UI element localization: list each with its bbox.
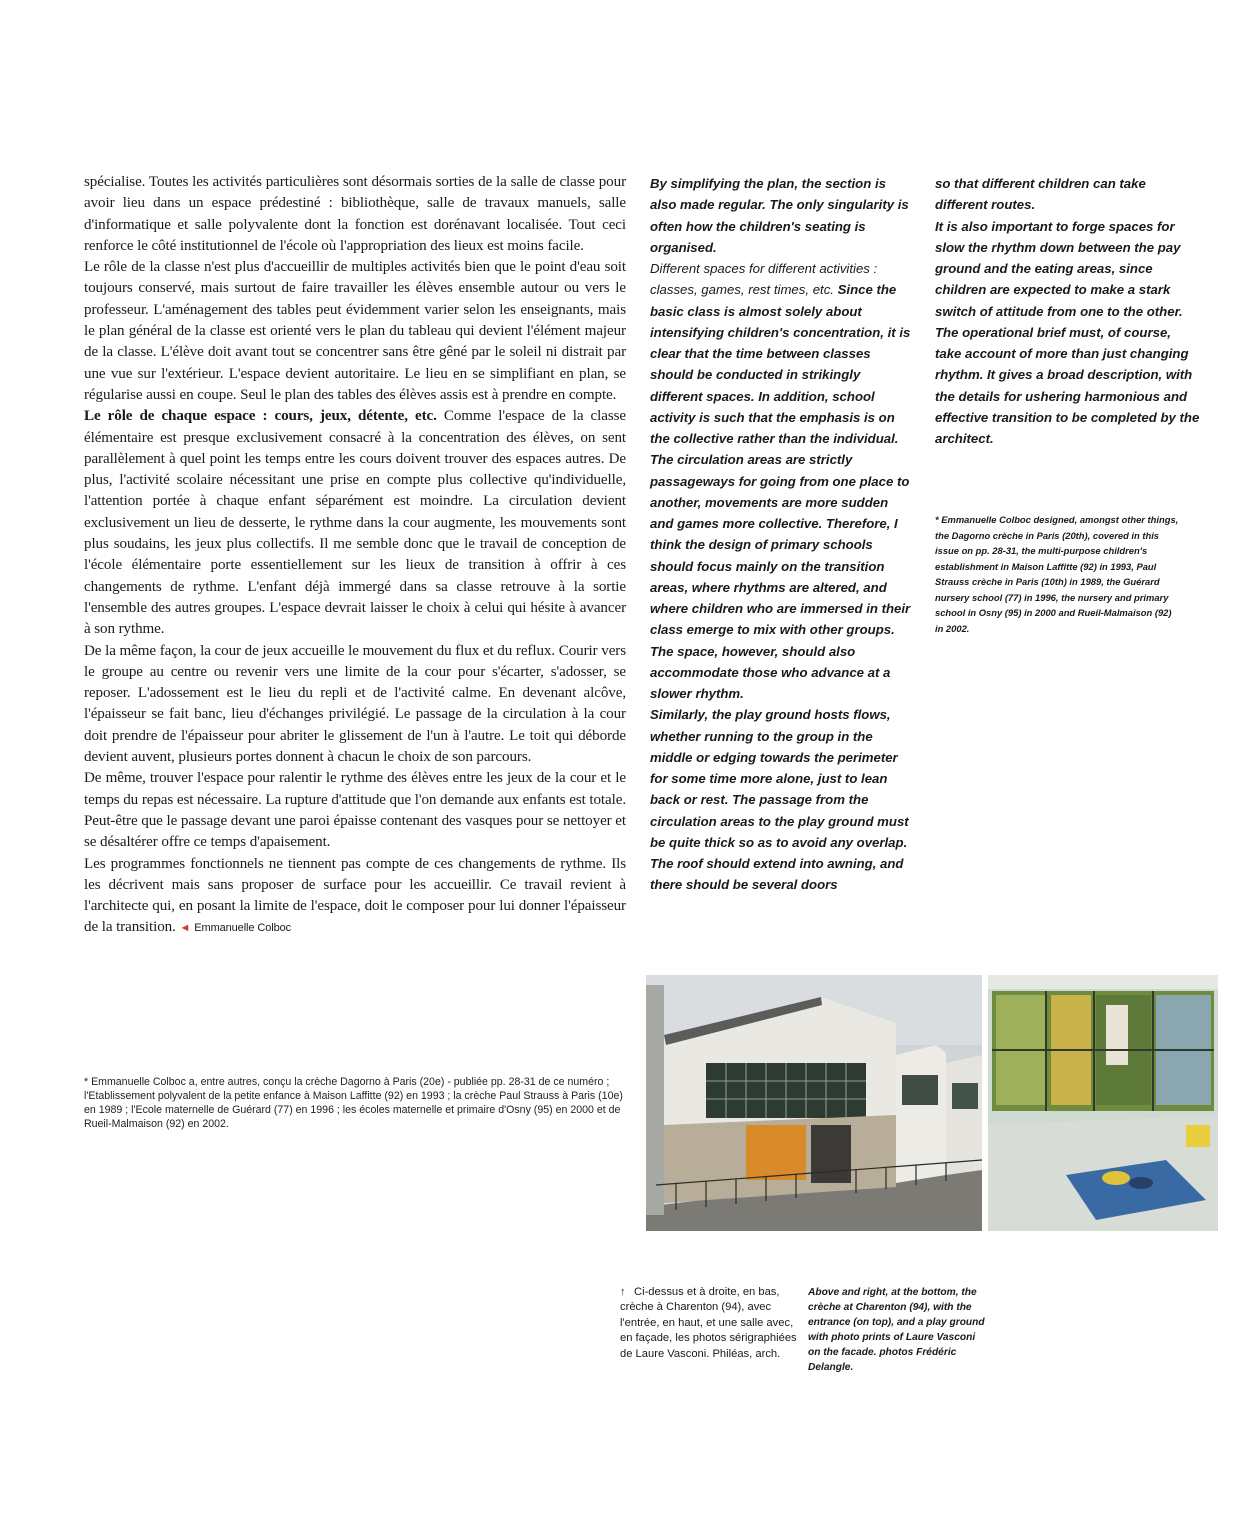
author-signature — [179, 922, 291, 934]
french-paragraph-2: Le rôle de la classe n'est plus d'accueillir de multiples activités bien que le point d'eau soit toujours conservé, mais surtout de faire travailler les élèves ensemble autour ou vers le professeur. L'aménagement des tables peut évidemment varier selon les enseignants, mais le plan général de la classe est orienté vers le plan du tableau qui devient l'élément majeur de la classe. L'élève doit avant tout se concentrer sans être gêné par le soleil ni distrait par une vue sur l'extérieur. L'espace devient autoritaire. Le lieu en se simplifiant en plan, se régularise aussi en coupe. Seul le plan des tables des élèves assis est à prendre en compte. — [84, 259, 626, 403]
english-column-2 — [935, 173, 1200, 449]
english-paragraph-2 — [650, 258, 912, 704]
english-paragraph-4: so that different children can take different routes. — [935, 176, 1146, 213]
french-subheading: Le rôle de chaque espace : cours, jeux, détente, etc. — [84, 408, 437, 425]
photo-pair — [646, 975, 1218, 1231]
creche-photos — [646, 975, 1218, 1231]
english-paragraph-6: The operational brief must, of course, take account of more than just changing rhythm. It gives a broad description, with the details for ushering harmonious and effective transition to be completed by the architect. — [935, 324, 1200, 446]
french-paragraph-3 — [84, 406, 626, 640]
french-article-column — [84, 172, 626, 940]
french-paragraph-4: De la même façon, la cour de jeux accueille le mouvement du flux et du reflux. Courir vers le groupe au centre ou revenir vers une limite de la cour pour s'écarter, s'adosser, se reposer. L'adossement est le lieu du repli et de l'activité calme. En devenant alcôve, l'épaisseur se fait banc, lieu d'échanges privilégié. Le passage de la circulation à la cour doit prendre de l'épaisseur pour abriter le glissement de l'un à l'autre. Le toit qui déborde devient auvent, plusieurs portes donnent à chacun le choix de son parcours. — [84, 642, 626, 766]
english-footnote: * Emmanuelle Colboc designed, amongst other things, the Dagorno crèche in Paris (20th), covered in this issue on pp. 28-31, the multi-purpose children's establishment in Maison Laffitte (92) in 1993, Paul Strauss crèche in Paris (10th) in 1989, the Guérard nursery school (77) in 1996, the nursery and primary school in Osny (95) in 2000 and Rueil-Malmaison (92) in 2002. — [935, 514, 1179, 634]
english-paragraph-3: Similarly, the play ground hosts flows, whether running to the group in the middle or edging towards the perimeter for some time more alone, just to lean back or rest. The passage from the circulation areas to the play ground must be quite thick so as to avoid any overlap. The roof should extend into awning, and there should be several doors — [650, 707, 909, 893]
signature-arrow-icon: ◄ — [179, 922, 191, 935]
author-name: Emmanuelle Colboc — [194, 922, 292, 935]
creche-exterior-photo — [646, 975, 982, 1231]
french-caption-text: Ci-dessus et à droite, en bas, crèche à Charenton (94), avec l'entrée, en haut, et une salle avec, en façade, les photos sérigraphiées de Laure Vasconi. Philéas, arch. — [620, 1286, 797, 1360]
french-caption — [620, 1285, 805, 1362]
french-footnote: * Emmanuelle Colboc a, entre autres, conçu la crèche Dagorno à Paris (20e) - publiée pp. 28-31 de ce numéro ; l'Etablissement polyvalent de la petite enfance à Maison Laffitte (92) en 1993 ; la crèche Paul Strauss à Paris (10e) en 1989 ; l'Ecole maternelle de Guérard (77) en 1996 ; les écoles maternelle et primaire d'Osny (95) en 2000 et de Rueil-Malmaison (92) en 2002. — [84, 1076, 623, 1130]
french-paragraph-6 — [84, 854, 626, 940]
french-paragraph-1: spécialise. Toutes les activités particulières sont désormais sorties de la salle de classe pour avoir lieu dans un espace prédestiné : bibliothèque, salle de travaux manuels, salle d'informatique et salle polyvalente dont la fonction est dorénavant localisée. Tout ceci renforce le côté institutionnel de l'école où l'appropriation des lieux est moins facile. — [84, 174, 626, 254]
french-paragraph-5: De même, trouver l'espace pour ralentir le rythme des élèves entre les jeux de la cour et le temps du repas est nécessaire. La rupture d'attitude que l'on demande aux enfants est totale. Peut-être que le passage devant une paroi épaisse contenant des vasques pour se nettoyer et se désaltérer offre ce temps d'apaisement. — [84, 770, 626, 851]
french-paragraph-6-body: Les programmes fonctionnels ne tiennent pas compte de ces changements de rythme. Ils les décrivent mais sans proposer de surface pour les accueillir. Ce travail revient à l'architecte qui, en posant la limite de l'espace, doit le composer pour lui donner l'épaisseur de la transition. — [84, 855, 626, 936]
english-paragraph-5: It is also important to forge spaces for slow the rhythm down between the pay ground and the eating areas, since children are expected to make a stark switch of attitude from one to the other. — [935, 218, 1183, 319]
english-caption: Above and right, at the bottom, the crèche at Charenton (94), with the entrance (on top), and a play ground with photo prints of Laure Vasconi on the facade. photos Frédéric Delangle. — [808, 1287, 985, 1374]
english-paragraph-2-body: Since the basic class is almost solely about intensifying children's concentration, it is clear that the time between classes should be conducted in strikingly different spaces. In addition, school activity is such that the emphasis is on the collective rather than the individual. The circulation areas are strictly passageways for going from one place to another, movements are more sudden and games more collective. Therefore, I think the design of primary schools should focus mainly on the transition areas, where rhythms are altered, and where children who are immersed in their class emerge to mix with other groups. The space, however, should also accommodate those who advance at a slower rhythm. — [650, 282, 911, 701]
creche-interior-photo — [988, 975, 1218, 1231]
english-subheading: Different spaces for different activities : classes, games, rest times, etc. — [650, 261, 878, 298]
up-arrow-icon: ↑ — [620, 1286, 626, 1298]
french-paragraph-3-body: Comme l'espace de la classe élémentaire est presque exclusivement consacré à la concentration des élèves, on sent parallèlement à quel point les temps entre les cours doivent trouver des espaces autres. De plus, l'activité scolaire nécessitant une prise en compte plus collective qu'individuelle, l'attention portée à chaque enfant séparément est moindre. La circulation devient exclusivement un lieu de desserte, le rythme dans la cour augmente, les mouvements sont plus soudains, les jeux plus collectifs. Il me semble donc que le travail de conception de l'école élémentaire porte essentiellement sur les lieux de transition à offrir à ces changements de rythme. L'enfant déjà immergé dans sa classe retrouve à la sortie l'ensemble des autres groupes. L'espace devrait laisser le choix à celui qui hésite à avancer à son rythme. — [84, 408, 626, 638]
english-paragraph-1: By simplifying the plan, the section is also made regular. The only singularity is often how the children's seating is organised. — [650, 176, 909, 255]
english-column-1 — [650, 173, 912, 896]
